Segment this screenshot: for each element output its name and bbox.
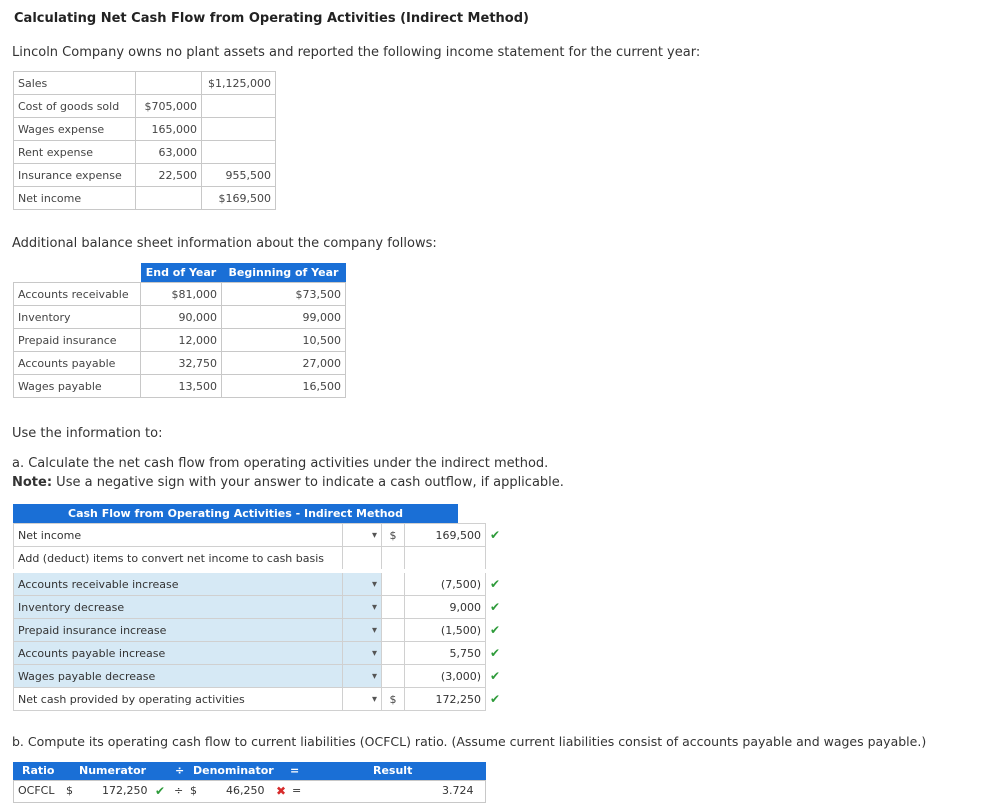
note-body: Use a negative sign with your answer to indicate a cash outflow, if applicable. bbox=[52, 475, 564, 490]
balance-label: Accounts payable bbox=[14, 352, 141, 375]
dollar-sign: $ bbox=[382, 524, 405, 547]
chevron-down-icon[interactable]: ▾ bbox=[343, 665, 382, 688]
cashflow-item-input[interactable]: 5,750 bbox=[405, 642, 486, 665]
cashflow-item-row bbox=[14, 571, 511, 596]
check-icon: ✔ bbox=[490, 577, 501, 592]
part-a-text: a. Calculate the net cash flow from operating activities under the indirect method. bbox=[12, 456, 549, 471]
income-statement-table bbox=[13, 71, 276, 210]
cashflow-item-row bbox=[14, 619, 511, 642]
note-text bbox=[12, 475, 564, 490]
income-amount bbox=[136, 187, 202, 210]
total-input[interactable]: 172,250 bbox=[405, 688, 486, 711]
header-denominator: Denominator bbox=[193, 764, 274, 777]
equals-sign: = bbox=[292, 784, 302, 797]
income-label: Cost of goods sold bbox=[14, 95, 136, 118]
balance-label: Accounts receivable bbox=[14, 283, 141, 306]
check-icon: ✔ bbox=[490, 528, 501, 542]
income-amount: 22,500 bbox=[136, 164, 202, 187]
cashflow-item-row bbox=[14, 596, 511, 619]
income-row bbox=[14, 187, 276, 210]
cashflow-table bbox=[13, 523, 510, 711]
income-amount: 165,000 bbox=[136, 118, 202, 141]
check-icon: ✔ bbox=[490, 669, 501, 683]
income-row bbox=[14, 141, 276, 164]
header-numerator: Numerator bbox=[79, 764, 147, 777]
check-icon: ✔ bbox=[490, 692, 501, 706]
part-b-text: b. Compute its operating cash flow to current liabilities (OCFCL) ratio. (Assume current liabilities consist of accounts payable and wages payable.) bbox=[12, 734, 927, 749]
balance-row bbox=[14, 352, 346, 375]
income-label: Insurance expense bbox=[14, 164, 136, 187]
net-income-input[interactable]: 169,500 bbox=[405, 524, 486, 547]
ratio-name: OCFCL bbox=[18, 784, 55, 797]
balance-begin: 99,000 bbox=[222, 306, 346, 329]
col-beginning-of-year: Beginning of Year bbox=[222, 263, 346, 283]
income-label: Wages expense bbox=[14, 118, 136, 141]
chevron-down-icon[interactable]: ▾ bbox=[343, 596, 382, 619]
balance-end: 12,000 bbox=[141, 329, 222, 352]
income-label: Rent expense bbox=[14, 141, 136, 164]
numerator-input[interactable]: 172,250 bbox=[102, 784, 148, 797]
cashflow-item-select[interactable]: Prepaid insurance increase bbox=[14, 619, 343, 642]
balance-intro: Additional balance sheet information about the company follows: bbox=[12, 236, 437, 251]
balance-row bbox=[14, 375, 346, 398]
check-icon: ✔ bbox=[490, 623, 501, 637]
income-label: Net income bbox=[14, 187, 136, 210]
header-divide: ÷ bbox=[175, 764, 185, 777]
income-total: $1,125,000 bbox=[202, 72, 276, 95]
chevron-down-icon[interactable]: ▾ bbox=[343, 524, 382, 547]
balance-label: Inventory bbox=[14, 306, 141, 329]
use-info-text: Use the information to: bbox=[12, 426, 163, 441]
income-amount bbox=[136, 72, 202, 95]
income-total: $169,500 bbox=[202, 187, 276, 210]
net-income-label: Net income bbox=[14, 524, 343, 547]
income-row bbox=[14, 164, 276, 187]
cashflow-item-input[interactable]: (7,500) bbox=[405, 571, 486, 596]
header-result: Result bbox=[373, 764, 413, 777]
balance-row bbox=[14, 283, 346, 306]
total-label: Net cash provided by operating activities bbox=[14, 688, 343, 711]
cashflow-heading: Cash Flow from Operating Activities - Indirect Method bbox=[13, 504, 458, 523]
header-equals: = bbox=[290, 764, 300, 777]
income-total bbox=[202, 95, 276, 118]
cashflow-item-select[interactable]: Wages payable decrease bbox=[14, 665, 343, 688]
header-ratio: Ratio bbox=[22, 764, 55, 777]
income-total bbox=[202, 141, 276, 164]
cashflow-item-select[interactable]: Accounts receivable increase bbox=[14, 571, 343, 596]
cashflow-item-input[interactable]: 9,000 bbox=[405, 596, 486, 619]
balance-end: 32,750 bbox=[141, 352, 222, 375]
add-deduct-label: Add (deduct) items to convert net income to cash basis bbox=[14, 547, 343, 572]
balance-end: 90,000 bbox=[141, 306, 222, 329]
income-row bbox=[14, 118, 276, 141]
balance-end: $81,000 bbox=[141, 283, 222, 306]
income-row bbox=[14, 95, 276, 118]
chevron-down-icon[interactable]: ▾ bbox=[343, 619, 382, 642]
balance-begin: 27,000 bbox=[222, 352, 346, 375]
balance-row bbox=[14, 306, 346, 329]
check-icon: ✔ bbox=[155, 784, 166, 798]
divide-sign: ÷ bbox=[174, 784, 184, 797]
balance-begin: 16,500 bbox=[222, 375, 346, 398]
ratio-row bbox=[13, 780, 486, 803]
balance-sheet-table bbox=[13, 263, 346, 398]
result-value: 3.724 bbox=[442, 784, 474, 797]
chevron-down-icon[interactable]: ▾ bbox=[343, 688, 382, 711]
note-label: Note: bbox=[12, 475, 53, 490]
cashflow-item-input[interactable]: (3,000) bbox=[405, 665, 486, 688]
page-title: Calculating Net Cash Flow from Operating Activities (Indirect Method) bbox=[14, 11, 529, 26]
balance-begin: 10,500 bbox=[222, 329, 346, 352]
balance-label: Wages payable bbox=[14, 375, 141, 398]
chevron-down-icon[interactable]: ▾ bbox=[343, 571, 382, 596]
income-amount: 63,000 bbox=[136, 141, 202, 164]
cashflow-item-row bbox=[14, 665, 511, 688]
income-amount: $705,000 bbox=[136, 95, 202, 118]
chevron-down-icon[interactable]: ▾ bbox=[343, 642, 382, 665]
cashflow-item-row bbox=[14, 642, 511, 665]
cashflow-item-select[interactable]: Accounts payable increase bbox=[14, 642, 343, 665]
check-icon: ✔ bbox=[490, 600, 501, 614]
cross-icon: ✖ bbox=[276, 784, 287, 798]
dollar-sign: $ bbox=[382, 688, 405, 711]
income-total bbox=[202, 118, 276, 141]
intro-text: Lincoln Company owns no plant assets and reported the following income statement for the current year: bbox=[12, 45, 701, 60]
numerator-dollar: $ bbox=[66, 784, 73, 797]
income-total: 955,500 bbox=[202, 164, 276, 187]
denominator-dollar: $ bbox=[190, 784, 197, 797]
cashflow-item-select[interactable]: Inventory decrease bbox=[14, 596, 343, 619]
col-end-of-year: End of Year bbox=[141, 263, 222, 283]
balance-row bbox=[14, 329, 346, 352]
income-row bbox=[14, 72, 276, 95]
check-icon: ✔ bbox=[490, 646, 501, 660]
balance-end: 13,500 bbox=[141, 375, 222, 398]
balance-begin: $73,500 bbox=[222, 283, 346, 306]
income-label: Sales bbox=[14, 72, 136, 95]
balance-label: Prepaid insurance bbox=[14, 329, 141, 352]
ratio-header bbox=[13, 762, 486, 780]
cashflow-item-input[interactable]: (1,500) bbox=[405, 619, 486, 642]
denominator-input[interactable]: 46,250 bbox=[226, 784, 265, 797]
